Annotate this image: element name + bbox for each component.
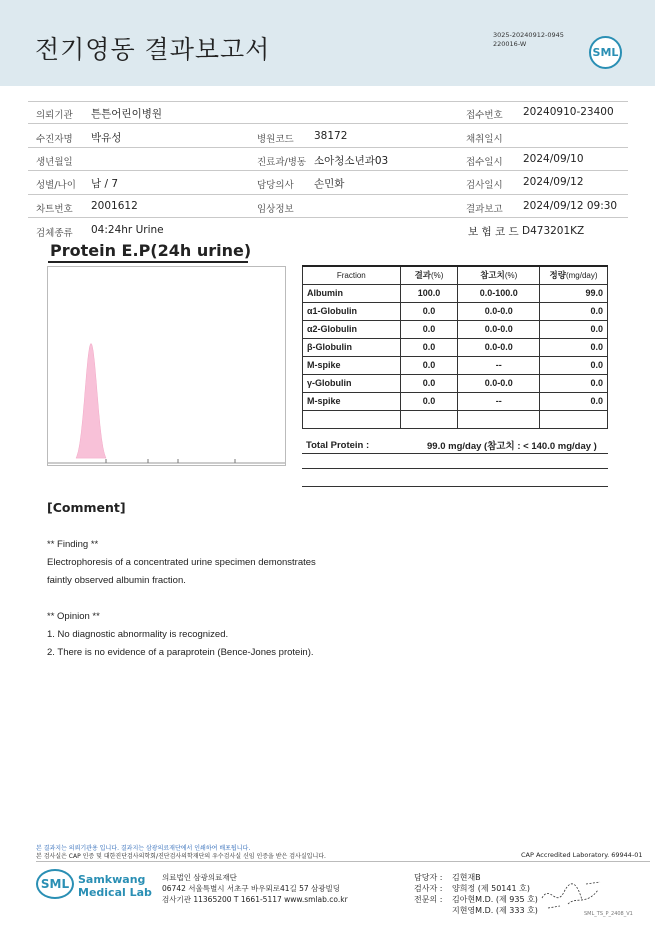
insurance-value: D473201KZ xyxy=(522,225,585,237)
form-code: SML_TS_P_2408_V1 xyxy=(584,911,633,917)
fraction-name: α1-Globulin xyxy=(303,302,401,320)
albumin-peak xyxy=(76,343,106,458)
table-row xyxy=(303,338,608,356)
fraction-result: 0.0 xyxy=(400,356,458,374)
institution-value: 튼튼어린이병원 xyxy=(91,108,163,120)
fraction-quantity xyxy=(540,410,608,428)
fraction-name: M-spike xyxy=(303,392,401,410)
table-row xyxy=(303,284,608,302)
received-value: 2024/09/10 xyxy=(523,153,584,165)
total-protein-label: Total Protein : xyxy=(306,440,370,451)
department-value: 소아청소년과03 xyxy=(314,155,389,167)
fraction-result: 0.0 xyxy=(400,302,458,320)
fraction-name: α2-Globulin xyxy=(303,320,401,338)
sex-age-label: 성별/나이 xyxy=(36,180,76,191)
table-header-row xyxy=(303,266,608,284)
lab-name xyxy=(78,873,152,899)
fraction-result: 0.0 xyxy=(400,320,458,338)
fraction-quantity: 0.0 xyxy=(540,374,608,392)
comment-title: [Comment] xyxy=(47,500,126,515)
contact: 검사기관 11365200 T 1661-5117 www.smlab.co.kr xyxy=(162,895,348,904)
patient-label: 수진자명 xyxy=(36,134,73,145)
patient-value: 박유성 xyxy=(91,132,122,144)
fraction-name xyxy=(303,410,401,428)
doctor-label: 담당의사 xyxy=(257,180,294,191)
birth-label: 생년월일 xyxy=(36,157,73,168)
total-protein-value: 99.0 mg/day (참고치 : < 140.0 mg/day ) xyxy=(427,441,597,452)
finding-line: faintly observed albumin fraction. xyxy=(47,575,186,586)
sml-logo: SML xyxy=(589,36,622,69)
doctor-value: 손민화 xyxy=(314,178,345,190)
report-title: 전기영동 결과보고서 xyxy=(35,35,271,64)
tester-label: 검사자 : xyxy=(414,884,443,893)
divider xyxy=(302,468,608,469)
cap-accreditation: CAP Accredited Laboratory. 69944-01 xyxy=(521,851,643,859)
document-id-line2: 220016-W xyxy=(493,40,527,48)
received-label: 접수일시 xyxy=(466,157,503,168)
fraction-table xyxy=(302,265,608,429)
hospital-code-value: 38172 xyxy=(314,130,348,142)
fraction-name: γ-Globulin xyxy=(303,374,401,392)
divider xyxy=(28,170,628,171)
divider xyxy=(28,101,628,102)
department-label: 진료과/병동 xyxy=(257,157,307,168)
electrophoresis-graph xyxy=(47,266,286,466)
lab-name-line1: Samkwang xyxy=(78,873,146,886)
finding-line: Electrophoresis of a concentrated urine specimen demonstrates xyxy=(47,557,316,568)
signature-image xyxy=(538,878,608,912)
table-row xyxy=(303,410,608,428)
reference-header: 참고치(%) xyxy=(458,266,540,284)
opinion-line: 1. No diagnostic abnormality is recognized. xyxy=(47,629,229,640)
fraction-quantity: 0.0 xyxy=(540,338,608,356)
fraction-result: 0.0 xyxy=(400,374,458,392)
table-row xyxy=(303,374,608,392)
fraction-name: β-Globulin xyxy=(303,338,401,356)
specimen-value: 04:24hr Urine xyxy=(91,224,164,236)
fraction-result xyxy=(400,410,458,428)
fraction-quantity: 0.0 xyxy=(540,302,608,320)
fraction-reference: 0.0-0.0 xyxy=(458,320,540,338)
reported-label: 결과보고 xyxy=(466,204,503,215)
table-row xyxy=(303,356,608,374)
insurance-label: 보 험 코 드 xyxy=(468,226,519,238)
fraction-name: M-spike xyxy=(303,356,401,374)
fraction-reference: -- xyxy=(458,356,540,374)
table-row xyxy=(303,392,608,410)
finding-heading: ** Finding ** xyxy=(47,539,99,550)
collection-date-label: 채취일시 xyxy=(466,134,503,145)
fraction-reference: 0.0-100.0 xyxy=(458,284,540,302)
fraction-reference: -- xyxy=(458,392,540,410)
tested-value: 2024/09/12 xyxy=(523,176,584,188)
divider xyxy=(36,861,650,862)
fraction-result: 0.0 xyxy=(400,338,458,356)
fraction-quantity: 0.0 xyxy=(540,356,608,374)
fraction-reference: 0.0-0.0 xyxy=(458,338,540,356)
sml-logo-mark: SML xyxy=(36,869,74,899)
fraction-quantity: 99.0 xyxy=(540,284,608,302)
specialist-name: 지현영M.D. (제 333 호) xyxy=(452,906,538,915)
specimen-label: 검체종류 xyxy=(36,228,73,239)
divider xyxy=(28,147,628,148)
tester-name: 양희정 (제 50141 호) xyxy=(452,884,530,893)
chart-no-label: 차트번호 xyxy=(36,204,73,215)
document-id xyxy=(493,31,564,49)
organization: 의료법인 삼광의료재단 xyxy=(162,873,237,882)
fraction-result: 0.0 xyxy=(400,392,458,410)
table-row xyxy=(303,302,608,320)
fraction-header: Fraction xyxy=(303,266,401,284)
opinion-heading: ** Opinion ** xyxy=(47,611,100,622)
table-row xyxy=(303,320,608,338)
divider xyxy=(28,123,628,124)
address: 06742 서울특별시 서초구 바우뫼로41길 57 삼광빌딩 xyxy=(162,884,341,893)
fraction-reference: 0.0-0.0 xyxy=(458,302,540,320)
footer-notice: 본 결과지는 의뢰기관용 입니다. 결과지는 삼광의료재단에서 인쇄하여 배포됩니다. xyxy=(36,845,251,852)
lab-name-line2: Medical Lab xyxy=(78,886,152,899)
specialist-label: 전문의 : xyxy=(414,895,443,904)
reported-value: 2024/09/12 09:30 xyxy=(523,200,618,212)
fraction-reference xyxy=(458,410,540,428)
specialist-name: 김아현M.D. (제 935 호) xyxy=(452,895,538,904)
opinion-line: 2. There is no evidence of a paraprotein (Bence-Jones protein). xyxy=(47,647,314,658)
clinical-label: 임상정보 xyxy=(257,204,294,215)
receipt-no-value: 20240910-23400 xyxy=(523,106,614,118)
manager-label: 담당자 : xyxy=(414,873,443,882)
divider xyxy=(28,194,628,195)
receipt-no-label: 접수번호 xyxy=(466,110,503,121)
document-id-line1: 3025-20240912-0945 xyxy=(493,31,564,39)
fraction-name: Albumin xyxy=(303,284,401,302)
fraction-result: 100.0 xyxy=(400,284,458,302)
hospital-code-label: 병원코드 xyxy=(257,134,294,145)
tested-label: 검사일시 xyxy=(466,180,503,191)
sex-age-value: 남 / 7 xyxy=(91,178,119,190)
manager-name: 김현재B xyxy=(452,873,481,882)
electrophoresis-svg xyxy=(48,267,285,465)
fraction-reference: 0.0-0.0 xyxy=(458,374,540,392)
divider xyxy=(302,453,608,454)
fraction-quantity: 0.0 xyxy=(540,320,608,338)
section-underline xyxy=(48,261,248,263)
quantity-header: 정량(mg/day) xyxy=(540,266,608,284)
result-header: 결과(%) xyxy=(400,266,458,284)
section-title: Protein E.P(24h urine) xyxy=(50,241,252,260)
institution-label: 의뢰기관 xyxy=(36,110,73,121)
chart-no-value: 2001612 xyxy=(91,200,138,212)
divider xyxy=(302,486,608,487)
footer-notice: 본 검사실은 CAP 인증 및 대한진단검사의학회/진단검사의학재단의 우수검사실 신임 인증을 받은 검사실입니다. xyxy=(36,853,326,860)
divider xyxy=(28,217,628,218)
fraction-quantity: 0.0 xyxy=(540,392,608,410)
